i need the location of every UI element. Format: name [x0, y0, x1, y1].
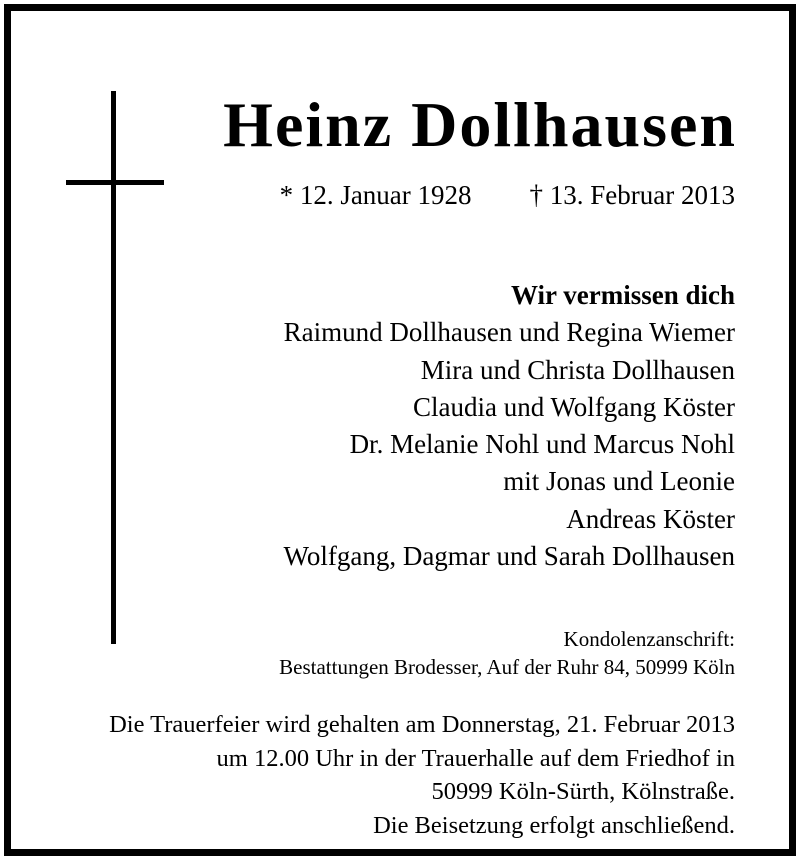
mourner-line: Wolfgang, Dagmar und Sarah Dollhausen: [283, 541, 735, 572]
condolence-block: [279, 625, 735, 681]
death-date: † 13. Februar 2013: [529, 180, 735, 210]
mourner-line: Andreas Köster: [566, 503, 735, 534]
funeral-notice: [109, 708, 735, 842]
life-dates: [280, 177, 735, 213]
birth-date: * 12. Januar 1928: [279, 180, 472, 210]
mourners-heading: Wir vermissen dich: [510, 280, 735, 310]
mourner-line: Raimund Dollhausen und Regina Wiemer: [283, 317, 735, 348]
cross-icon-beam: [66, 180, 164, 185]
condolence-label: Kondolenzanschrift:: [563, 627, 735, 651]
funeral-line: Die Beisetzung erfolgt anschließend.: [373, 811, 735, 839]
funeral-line: um 12.00 Uhr in der Trauerhalle auf dem Friedhof in: [216, 744, 735, 772]
cross-icon: [111, 91, 116, 644]
condolence-address: Bestattungen Brodesser, Auf der Ruhr 84, 50999 Köln: [279, 655, 735, 679]
mourner-line: Mira und Christa Dollhausen: [420, 354, 735, 385]
mourner-line: mit Jonas und Leonie: [503, 466, 735, 497]
obituary-frame: [4, 4, 796, 856]
mourner-line: Claudia und Wolfgang Köster: [412, 391, 735, 422]
funeral-line: 50999 Köln-Sürth, Kölnstraße.: [431, 778, 735, 805]
funeral-line: Die Trauerfeier wird gehalten am Donnerstag, 21. Februar 2013: [109, 711, 735, 738]
mourners-block: [284, 277, 735, 575]
mourner-line: Dr. Melanie Nohl und Marcus Nohl: [349, 429, 735, 460]
deceased-name: Heinz Dollhausen: [223, 89, 737, 160]
